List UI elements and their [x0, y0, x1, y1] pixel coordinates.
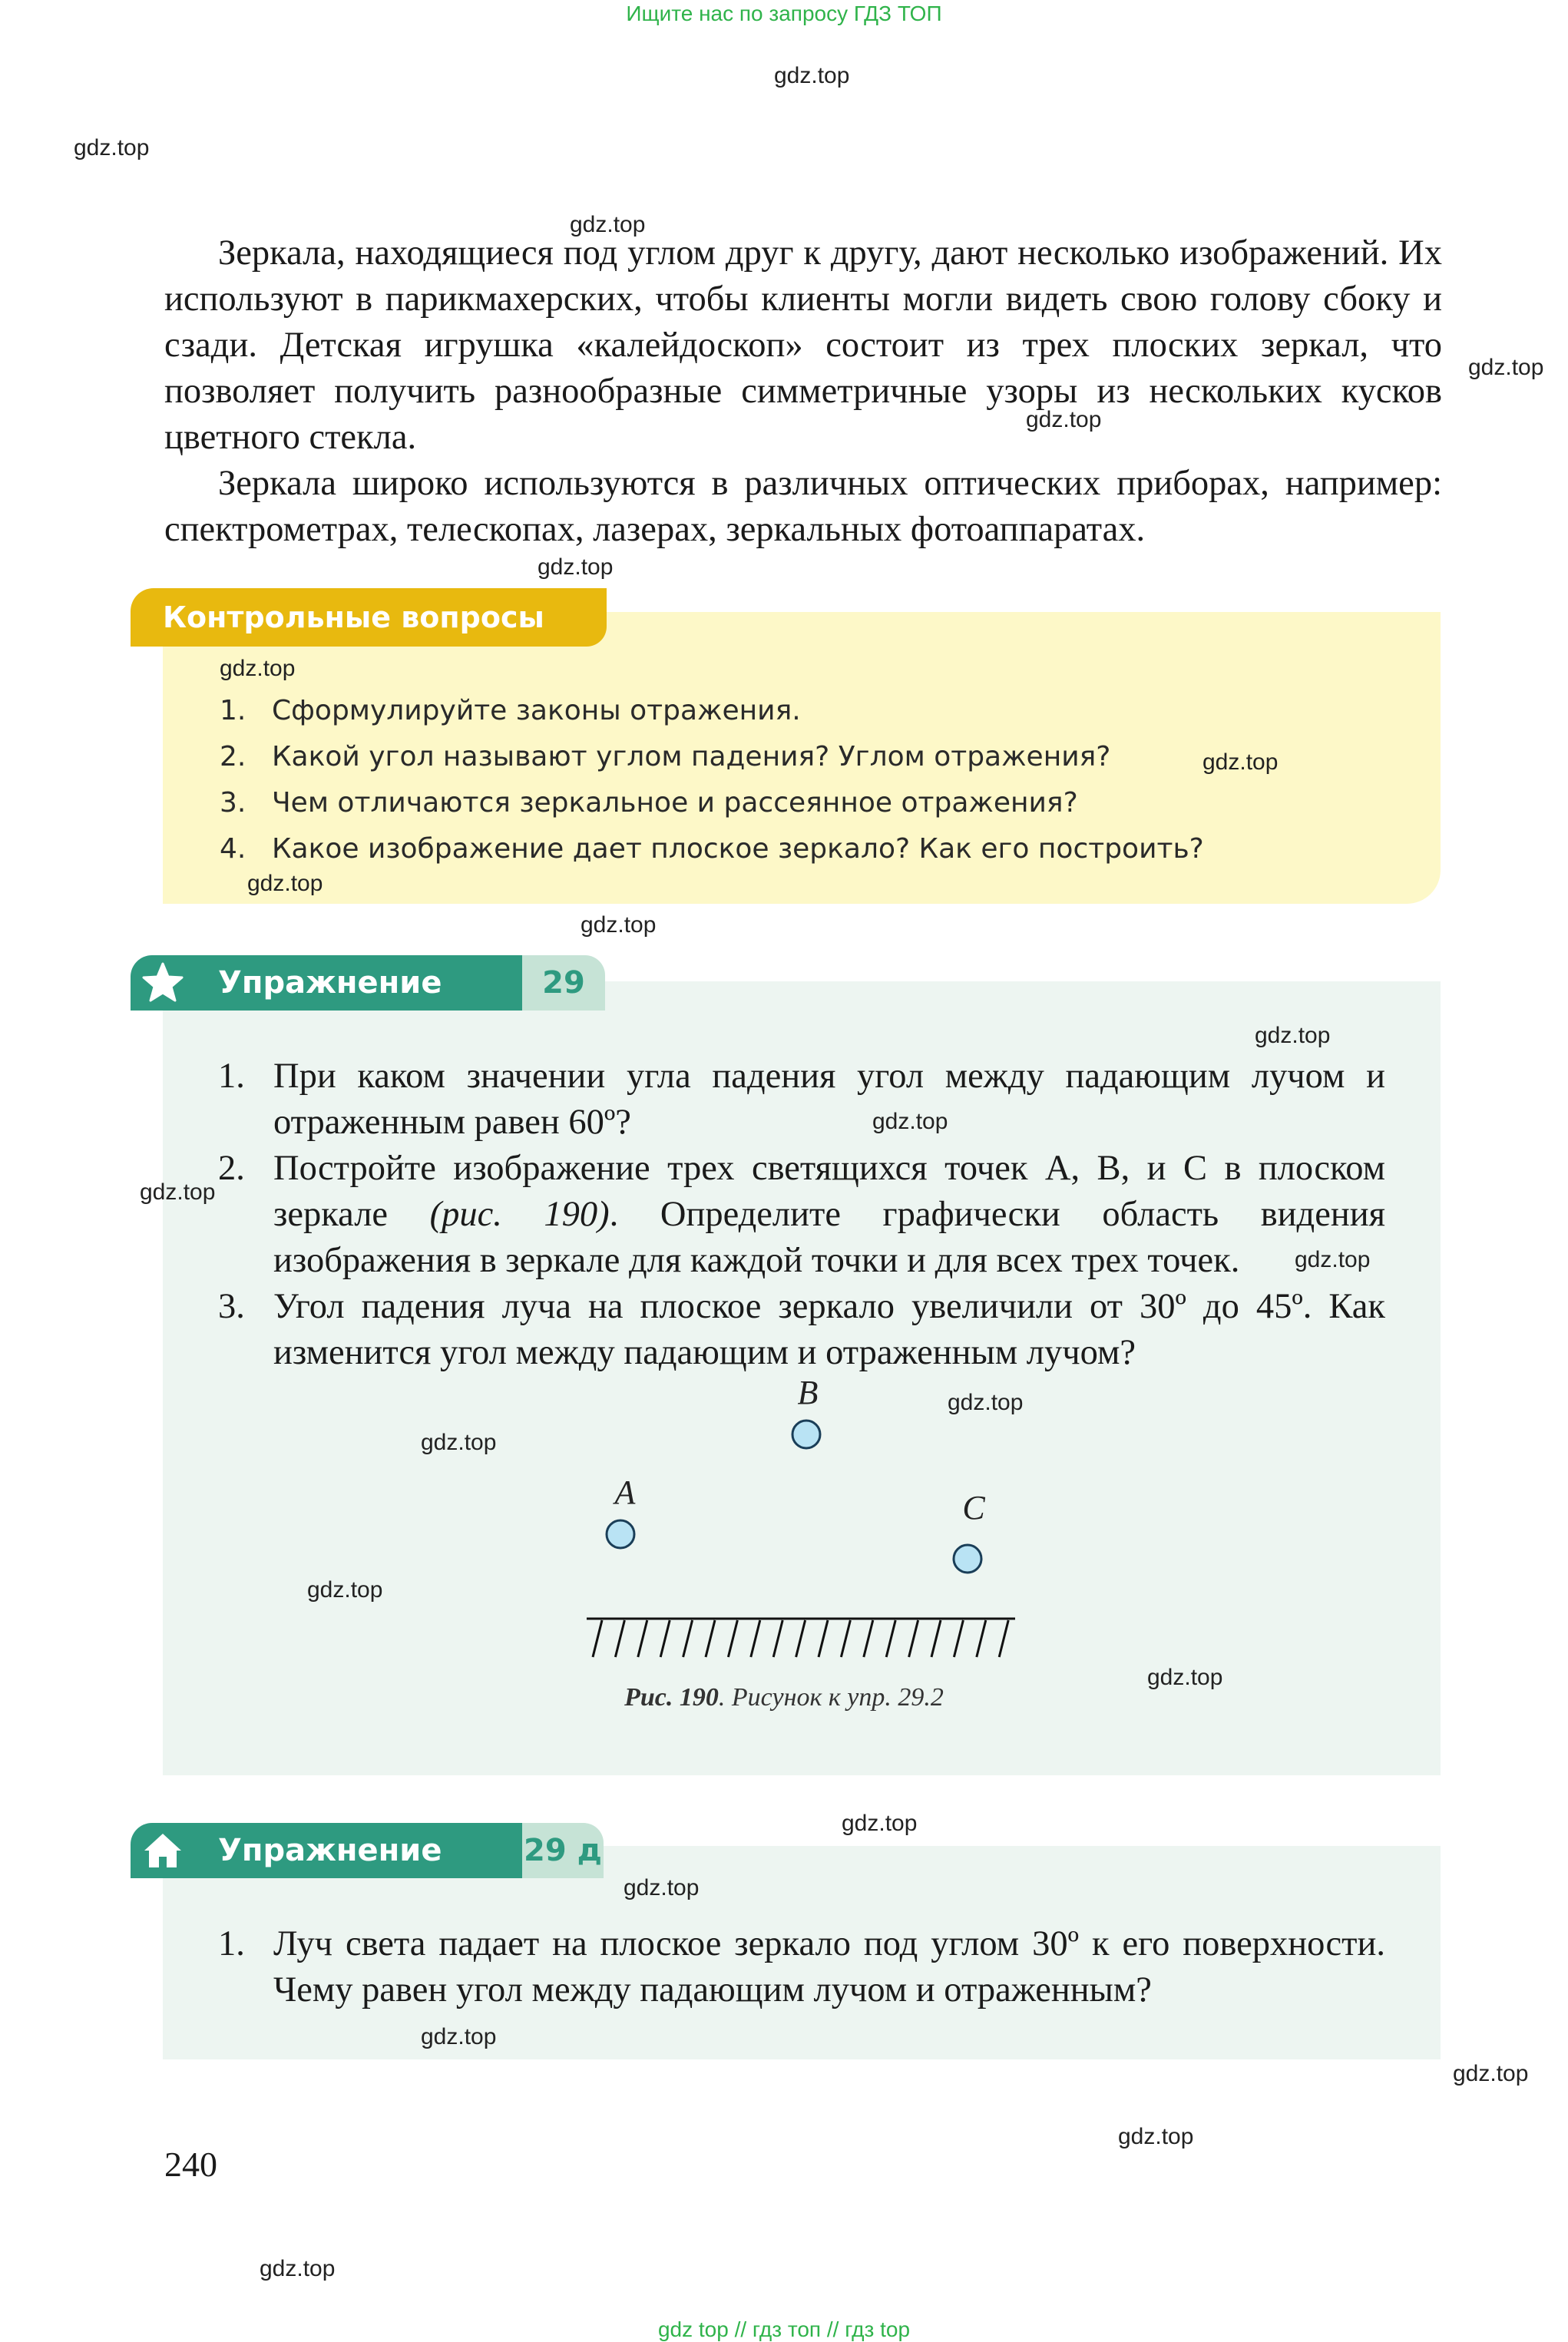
question-text: Какой угол называют углом падения? Углом отражения? — [272, 741, 1111, 772]
figure-190 — [0, 1367, 1568, 1674]
mirror-hatching — [593, 1620, 1008, 1657]
watermark: gdz.top — [1255, 1023, 1331, 1048]
item-text: Угол падения луча на плоское зеркало увеличили от 30º до 45º. Как изменится угол между падающим и отраженным лучом? — [273, 1287, 1385, 1372]
item-text: При каком значении угла падения угол между падающим лучом и отраженным равен 60º? — [273, 1057, 1385, 1142]
item-text: Луч света падает на плоское зеркало под углом 30º к его поверхности. Чему равен угол между падающим лучом и отраженным? — [273, 1924, 1385, 2010]
watermark: gdz.top — [421, 1430, 497, 1455]
star-icon — [141, 961, 184, 1004]
hatch-line — [751, 1620, 760, 1657]
point-label-c: C — [962, 1489, 985, 1527]
hatch-line — [841, 1620, 850, 1657]
watermark: gdz.top — [1026, 407, 1102, 432]
question-text: Какое изображение дает плоское зеркало? Как его построить? — [272, 833, 1204, 865]
point-label-a: A — [614, 1474, 636, 1511]
exercise-number: 29 — [522, 955, 605, 1011]
watermark: gdz.top — [948, 1390, 1024, 1415]
watermark: gdz.top — [1295, 1247, 1371, 1272]
watermark: gdz.top — [247, 871, 323, 896]
hatch-line — [819, 1620, 828, 1657]
exercise-item-3 — [218, 1284, 1385, 1376]
exercise-29-header — [131, 955, 522, 1011]
exercise-29-list — [218, 1054, 1385, 1376]
question-text: Чем отличаются зеркальное и рассеянное отражения? — [272, 787, 1078, 819]
exercise-item-2 — [218, 1146, 1385, 1284]
item-number: 1. — [218, 1924, 245, 1963]
question-text: Сформулируйте законы отражения. — [272, 695, 801, 726]
hatch-line — [638, 1620, 647, 1657]
watermark: gdz.top — [1468, 355, 1544, 380]
point-a — [607, 1520, 634, 1548]
hatch-line — [615, 1620, 624, 1657]
exercise-item-1 — [218, 1054, 1385, 1146]
hatch-line — [977, 1620, 986, 1657]
exercise-title: Упражнение — [218, 1833, 442, 1868]
hatch-line — [999, 1620, 1008, 1657]
figure-caption-text: . Рисунок к упр. 29.2 — [718, 1683, 944, 1712]
hatch-line — [593, 1620, 602, 1657]
control-questions-title: Контрольные вопросы — [131, 588, 607, 647]
hatch-line — [864, 1620, 873, 1657]
watermark: gdz.top — [872, 1109, 948, 1134]
hatch-line — [728, 1620, 737, 1657]
item-text-a: Постройте изображение трех светящихся точек A, B, и C в плоском зеркале — [273, 1149, 1386, 1234]
hatch-line — [796, 1620, 806, 1657]
figure-reference: (рис. 190) — [429, 1195, 610, 1234]
watermark: gdz.top — [1118, 2124, 1194, 2149]
watermark: gdz.top — [1147, 1665, 1223, 1690]
home-icon — [141, 1829, 184, 1872]
watermark: gdz.top — [538, 554, 614, 580]
hatch-line — [886, 1620, 895, 1657]
watermark: gdz.top — [74, 135, 150, 160]
figure-caption-bold: Рис. 190 — [624, 1683, 719, 1712]
item-number: 3. — [218, 1287, 245, 1326]
question-number: 2. — [220, 741, 246, 772]
watermark: gdz.top — [570, 212, 646, 237]
exercise-29d-header — [131, 1823, 522, 1878]
item-number: 2. — [218, 1149, 245, 1188]
hatch-line — [706, 1620, 715, 1657]
question-number: 3. — [220, 787, 246, 819]
watermark: gdz.top — [1453, 2061, 1529, 2086]
watermark: gdz.top — [774, 63, 850, 88]
bottom-banner[interactable]: gdz top // гдз топ // гдз top — [657, 2317, 911, 2341]
hatch-line — [683, 1620, 693, 1657]
exercise-29d-list — [218, 1921, 1385, 2013]
exercise-title: Упражнение — [218, 965, 442, 1001]
intro-text — [164, 230, 1442, 553]
hatch-line — [954, 1620, 963, 1657]
intro-paragraph-2: Зеркала широко используются в различных оптических приборах, например: спектрометрах, телескопах, лазерах, зеркальных фотоаппаратах. — [164, 464, 1442, 549]
exercise-item-1 — [218, 1921, 1385, 2013]
watermark: gdz.top — [842, 1811, 918, 1836]
hatch-line — [931, 1620, 941, 1657]
item-number: 1. — [218, 1057, 245, 1096]
watermark: gdz.top — [220, 656, 296, 681]
watermark: gdz.top — [307, 1577, 383, 1603]
point-c — [954, 1545, 981, 1573]
top-banner[interactable]: Ищите нас по запросу ГДЗ ТОП — [626, 2, 942, 25]
question-number: 4. — [220, 833, 246, 865]
point-b — [792, 1421, 820, 1448]
hatch-line — [909, 1620, 918, 1657]
point-label-b: B — [797, 1374, 819, 1411]
figure-caption — [0, 1683, 1568, 1712]
watermark: gdz.top — [260, 2256, 336, 2281]
intro-paragraph-1: Зеркала, находящиеся под углом друг к другу, дают несколько изображений. Их используют в парикмахерских, чтобы клиенты могли видеть свою голову сбоку и сзади. Детская игрушка «калейдоскоп» состоит из трех плоских зеркал, что позволяет получить разнообразные симметричные узоры из нескольких кусков цветного стекла. — [164, 233, 1442, 457]
watermark: gdz.top — [624, 1875, 700, 1900]
item-text-b: . Определите графически область видения изображения в зеркале для каждой точки и для всех трех точек. — [273, 1195, 1385, 1280]
watermark: gdz.top — [1202, 749, 1279, 775]
exercise-number: 29 д — [522, 1823, 604, 1878]
watermark: gdz.top — [581, 912, 657, 938]
page-number: 240 — [164, 2145, 217, 2184]
watermark: gdz.top — [421, 2024, 497, 2049]
question-number: 1. — [220, 695, 246, 726]
hatch-line — [773, 1620, 782, 1657]
watermark: gdz.top — [140, 1179, 216, 1205]
hatch-line — [660, 1620, 670, 1657]
